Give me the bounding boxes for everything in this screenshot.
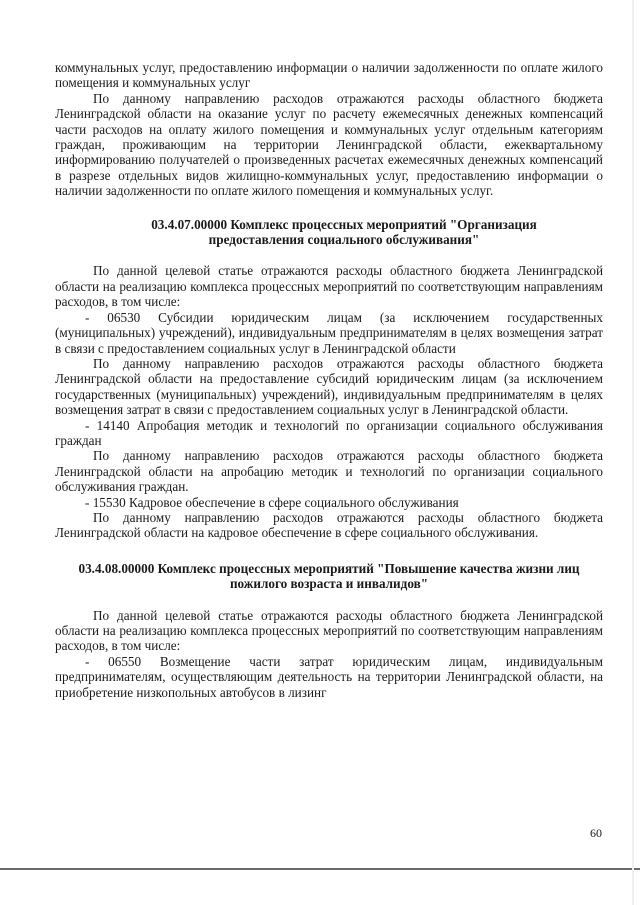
scan-edge-shadow: [632, 0, 634, 905]
paragraph-continuation: коммунальных услуг, предоставлению информации о наличии задолженности по оплате жилого помещения и коммунальных услуг: [55, 60, 603, 91]
list-item-06550: - 06550 Возмещение части затрат юридическим лицам, индивидуальным предпринимателям, осуществляющим деятельность на территории Ленинградской области, на приобретение низкопольных автобусов в лизинг: [55, 653, 603, 700]
item-description-14140: По данному направлению расходов отражаются расходы областного бюджета Ленинградской области на апробацию методик и технологий по организации социального обслуживания граждан.: [55, 448, 603, 495]
section-intro-03-4-08: По данной целевой статье отражаются расходы областного бюджета Ленинградской области на реализацию комплекса процессных мероприятий по соответствующим направлениям расходов, в том числе:: [55, 607, 603, 654]
page-number: 60: [590, 826, 602, 840]
section-intro-03-4-07: По данной целевой статье отражаются расходы областного бюджета Ленинградской области на реализацию комплекса процессных мероприятий по соответствующим направлениям расходов, в том числе:: [55, 263, 603, 310]
paragraph-expenses-description: По данному направлению расходов отражаются расходы областного бюджета Ленинградской области на оказание услуг по расчету ежемесячных денежных компенсаций части расходов на оплату жилого помещения и коммунальных услуг отдельным категориям граждан, проживающим на территории Ленинградской области, ежеквартальному информированию получателей о произведенных расчетах ежемесячных денежных компенсаций в разрезе отдельных видов жилищно-коммунальных услуг, предоставлению информации о наличии задолженности по оплате жилого помещения и коммунальных услуг.: [55, 90, 603, 199]
list-item-06530: - 06530 Субсидии юридическим лицам (за исключением государственных (муниципальных) учреждений), индивидуальным предпринимателям в целях возмещения затрат в связи с предоставлением социальных услуг в Ленинградской области: [55, 309, 603, 356]
scan-edge-line: [0, 868, 640, 870]
list-item-15530: - 15530 Кадровое обеспечение в сфере социального обслуживания: [85, 494, 459, 510]
section-heading-03-4-08: 03.4.08.00000 Комплекс процессных мероприятий "Повышение качества жизни лиц пожилого возраста и инвалидов": [78, 560, 580, 592]
list-item-14140: - 14140 Апробация методик и технологий по организации социального обслуживания граждан: [55, 417, 603, 448]
section-heading-03-4-07: 03.4.07.00000 Комплекс процессных мероприятий "Организация предоставления социального обслуживания": [151, 216, 537, 248]
item-description-06530: По данному направлению расходов отражаются расходы областного бюджета Ленинградской области на предоставление субсидий юридическим лицам (за исключением государственных (муниципальных) учреждений), индивидуальным предпринимателям в целях возмещения затрат в связи с предоставлением социальных услуг в Ленинградской области.: [55, 355, 603, 418]
item-description-15530: По данному направлению расходов отражаются расходы областного бюджета Ленинградской области на кадровое обеспечение в сфере социального обслуживания.: [55, 509, 603, 541]
document-page: [55, 60, 603, 700]
